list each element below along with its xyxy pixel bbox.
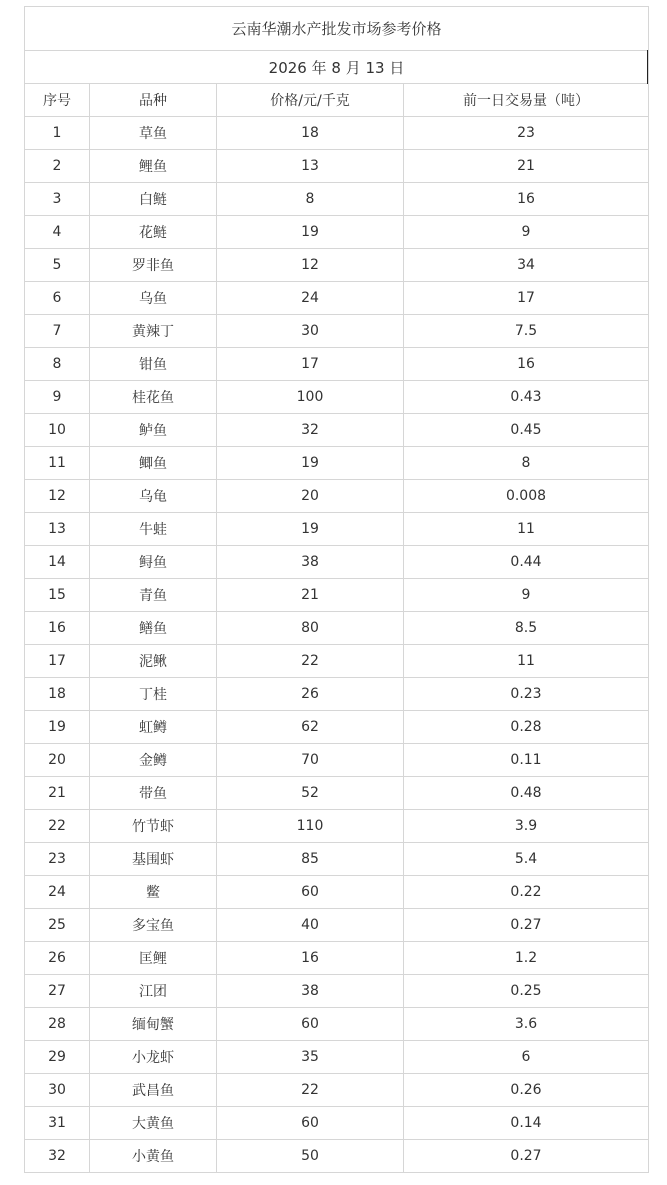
cell-index: 8 <box>25 348 90 381</box>
table-row <box>25 183 649 216</box>
cell-volume: 0.48 <box>404 777 649 810</box>
cell-price: 19 <box>217 216 404 249</box>
cell-variety: 小龙虾 <box>90 1041 217 1074</box>
cell-index: 18 <box>25 678 90 711</box>
cell-index: 16 <box>25 612 90 645</box>
cell-variety: 竹节虾 <box>90 810 217 843</box>
cell-variety: 武昌鱼 <box>90 1074 217 1107</box>
cell-index: 24 <box>25 876 90 909</box>
cell-volume: 9 <box>404 216 649 249</box>
table-row <box>25 414 649 447</box>
cell-price: 80 <box>217 612 404 645</box>
table-row <box>25 480 649 513</box>
cell-volume: 0.28 <box>404 711 649 744</box>
table-row <box>25 744 649 777</box>
cell-price: 24 <box>217 282 404 315</box>
date-row <box>25 51 649 84</box>
cell-volume: 0.27 <box>404 1140 649 1173</box>
cell-variety: 丁桂 <box>90 678 217 711</box>
title-row <box>25 7 649 51</box>
cell-volume: 5.4 <box>404 843 649 876</box>
table-title: 云南华潮水产批发市场参考价格 <box>25 7 649 51</box>
cell-price: 60 <box>217 1107 404 1140</box>
cell-volume: 8 <box>404 447 649 480</box>
cell-index: 13 <box>25 513 90 546</box>
cell-volume: 16 <box>404 183 649 216</box>
cell-index: 5 <box>25 249 90 282</box>
cell-price: 35 <box>217 1041 404 1074</box>
table-row <box>25 282 649 315</box>
table-row <box>25 117 649 150</box>
table-row <box>25 579 649 612</box>
table-row <box>25 1074 649 1107</box>
cell-variety: 大黄鱼 <box>90 1107 217 1140</box>
cell-variety: 草鱼 <box>90 117 217 150</box>
cell-variety: 江团 <box>90 975 217 1008</box>
table-row <box>25 249 649 282</box>
cell-variety: 鳝鱼 <box>90 612 217 645</box>
cell-price: 16 <box>217 942 404 975</box>
table-row <box>25 348 649 381</box>
cell-index: 14 <box>25 546 90 579</box>
cell-price: 21 <box>217 579 404 612</box>
cell-volume: 8.5 <box>404 612 649 645</box>
cell-index: 27 <box>25 975 90 1008</box>
cell-price: 18 <box>217 117 404 150</box>
cell-variety: 泥鳅 <box>90 645 217 678</box>
table-row <box>25 315 649 348</box>
table-row <box>25 513 649 546</box>
cell-index: 23 <box>25 843 90 876</box>
cell-price: 22 <box>217 1074 404 1107</box>
cell-variety: 罗非鱼 <box>90 249 217 282</box>
cell-price: 110 <box>217 810 404 843</box>
table-row <box>25 612 649 645</box>
cell-variety: 匡鲤 <box>90 942 217 975</box>
table-date: 2026 年 8 月 13 日 <box>25 51 649 84</box>
cell-price: 62 <box>217 711 404 744</box>
cell-index: 31 <box>25 1107 90 1140</box>
cell-index: 29 <box>25 1041 90 1074</box>
cell-volume: 21 <box>404 150 649 183</box>
cell-price: 85 <box>217 843 404 876</box>
cell-index: 3 <box>25 183 90 216</box>
cell-volume: 0.43 <box>404 381 649 414</box>
cell-variety: 乌龟 <box>90 480 217 513</box>
table-row <box>25 843 649 876</box>
price-table <box>24 6 649 1173</box>
cell-variety: 钳鱼 <box>90 348 217 381</box>
table-row <box>25 678 649 711</box>
table-body <box>25 117 649 1173</box>
cell-variety: 金鳟 <box>90 744 217 777</box>
cell-index: 28 <box>25 1008 90 1041</box>
table-row <box>25 1041 649 1074</box>
cell-index: 32 <box>25 1140 90 1173</box>
cell-price: 22 <box>217 645 404 678</box>
cell-volume: 0.27 <box>404 909 649 942</box>
cell-variety: 桂花鱼 <box>90 381 217 414</box>
cell-price: 52 <box>217 777 404 810</box>
cell-price: 32 <box>217 414 404 447</box>
cell-volume: 23 <box>404 117 649 150</box>
cell-index: 21 <box>25 777 90 810</box>
table-row <box>25 447 649 480</box>
cell-index: 1 <box>25 117 90 150</box>
header-row <box>25 84 649 117</box>
cell-variety: 虹鳟 <box>90 711 217 744</box>
table-row <box>25 975 649 1008</box>
cell-variety: 牛蛙 <box>90 513 217 546</box>
cell-volume: 0.11 <box>404 744 649 777</box>
cell-variety: 缅甸蟹 <box>90 1008 217 1041</box>
table-row <box>25 381 649 414</box>
table-row <box>25 645 649 678</box>
header-volume: 前一日交易量（吨） <box>404 84 649 117</box>
cell-index: 12 <box>25 480 90 513</box>
table-row <box>25 942 649 975</box>
header-index: 序号 <box>25 84 90 117</box>
header-variety: 品种 <box>90 84 217 117</box>
table-row <box>25 546 649 579</box>
cell-price: 38 <box>217 975 404 1008</box>
cell-price: 38 <box>217 546 404 579</box>
cell-index: 9 <box>25 381 90 414</box>
table-row <box>25 810 649 843</box>
cell-variety: 带鱼 <box>90 777 217 810</box>
cell-volume: 11 <box>404 645 649 678</box>
cell-price: 19 <box>217 513 404 546</box>
cell-price: 60 <box>217 876 404 909</box>
cell-volume: 34 <box>404 249 649 282</box>
cell-price: 17 <box>217 348 404 381</box>
cell-variety: 乌鱼 <box>90 282 217 315</box>
cell-price: 70 <box>217 744 404 777</box>
cell-price: 26 <box>217 678 404 711</box>
cell-variety: 黄辣丁 <box>90 315 217 348</box>
date-row-edge-line <box>647 50 648 84</box>
cell-index: 6 <box>25 282 90 315</box>
cell-volume: 6 <box>404 1041 649 1074</box>
cell-volume: 9 <box>404 579 649 612</box>
cell-volume: 7.5 <box>404 315 649 348</box>
table-row <box>25 876 649 909</box>
cell-volume: 3.6 <box>404 1008 649 1041</box>
cell-variety: 花鲢 <box>90 216 217 249</box>
table-row <box>25 216 649 249</box>
cell-index: 19 <box>25 711 90 744</box>
price-table-container <box>24 6 648 1173</box>
cell-price: 19 <box>217 447 404 480</box>
cell-price: 20 <box>217 480 404 513</box>
cell-price: 100 <box>217 381 404 414</box>
cell-volume: 0.008 <box>404 480 649 513</box>
cell-price: 50 <box>217 1140 404 1173</box>
cell-variety: 青鱼 <box>90 579 217 612</box>
cell-volume: 3.9 <box>404 810 649 843</box>
cell-price: 13 <box>217 150 404 183</box>
cell-index: 25 <box>25 909 90 942</box>
cell-volume: 16 <box>404 348 649 381</box>
cell-variety: 多宝鱼 <box>90 909 217 942</box>
cell-index: 2 <box>25 150 90 183</box>
cell-volume: 0.45 <box>404 414 649 447</box>
cell-volume: 0.26 <box>404 1074 649 1107</box>
cell-price: 12 <box>217 249 404 282</box>
cell-volume: 0.44 <box>404 546 649 579</box>
table-row <box>25 150 649 183</box>
cell-volume: 0.25 <box>404 975 649 1008</box>
cell-index: 4 <box>25 216 90 249</box>
cell-index: 20 <box>25 744 90 777</box>
cell-volume: 0.23 <box>404 678 649 711</box>
cell-index: 7 <box>25 315 90 348</box>
cell-price: 8 <box>217 183 404 216</box>
cell-index: 22 <box>25 810 90 843</box>
cell-variety: 小黄鱼 <box>90 1140 217 1173</box>
cell-index: 26 <box>25 942 90 975</box>
cell-volume: 1.2 <box>404 942 649 975</box>
cell-volume: 0.14 <box>404 1107 649 1140</box>
cell-price: 30 <box>217 315 404 348</box>
cell-variety: 鲫鱼 <box>90 447 217 480</box>
cell-volume: 0.22 <box>404 876 649 909</box>
table-row <box>25 1008 649 1041</box>
table-row <box>25 1140 649 1173</box>
table-row <box>25 777 649 810</box>
cell-index: 11 <box>25 447 90 480</box>
table-row <box>25 1107 649 1140</box>
cell-index: 15 <box>25 579 90 612</box>
cell-variety: 鲟鱼 <box>90 546 217 579</box>
cell-variety: 鳖 <box>90 876 217 909</box>
cell-variety: 基围虾 <box>90 843 217 876</box>
cell-index: 10 <box>25 414 90 447</box>
cell-variety: 白鲢 <box>90 183 217 216</box>
cell-price: 40 <box>217 909 404 942</box>
cell-index: 17 <box>25 645 90 678</box>
table-row <box>25 909 649 942</box>
header-price: 价格/元/千克 <box>217 84 404 117</box>
cell-variety: 鲤鱼 <box>90 150 217 183</box>
cell-index: 30 <box>25 1074 90 1107</box>
cell-variety: 鲈鱼 <box>90 414 217 447</box>
cell-price: 60 <box>217 1008 404 1041</box>
cell-volume: 11 <box>404 513 649 546</box>
table-row <box>25 711 649 744</box>
cell-volume: 17 <box>404 282 649 315</box>
